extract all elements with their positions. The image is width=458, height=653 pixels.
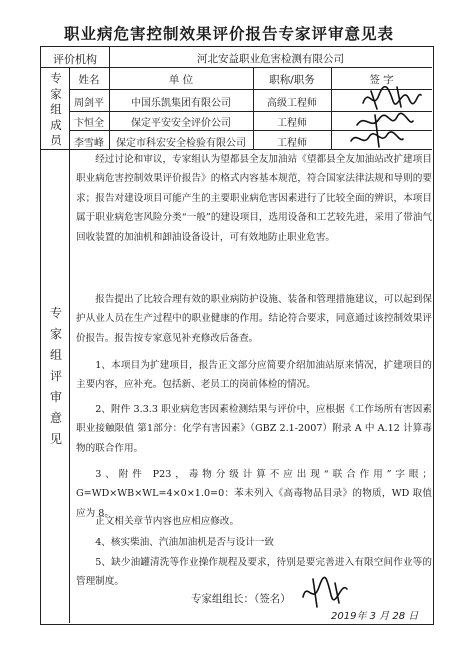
expert-name: 卞恒全 [74, 118, 104, 129]
leader-signature-date: 2019年 3 月 28 日 [331, 611, 419, 622]
opinion-paragraph: 5、缺少油罐清洗等作业操作规程及要求，待别是要完善进入有限空间作业等的管理制度。 [76, 557, 432, 588]
header-unit: 单 位 [168, 74, 194, 86]
review-form [40, 46, 434, 625]
expert-name: 李雪峰 [74, 138, 104, 149]
eval-org-value: 河北安益职业危害检测有限公司 [197, 53, 344, 65]
header-name: 姓名 [78, 74, 100, 86]
opinion-paragraph: 3、附件 P23，毒物分级计算不应出现“联合作用”字眼；G=WD×WB×WL=4×0×1.0=0：苯未列入《高毒物品目录》的物质，WD 取值应为 8。 [76, 469, 432, 519]
expert-title: 高级工程师 [267, 98, 317, 109]
expert-title: 工程师 [277, 138, 307, 149]
opinion-paragraph: 正文相关章节内容也应相应修改。 [95, 516, 240, 527]
expert-title: 工程师 [277, 118, 307, 129]
opinion-paragraph: 2、附件 3.3.3 职业病危害因素检测结果与评价中，应根据《工作场所有害因素职业接触限值 第1部分：化学有害因素》（GBZ 2.1-2007）附录 A 中 A.12 计算毒物的联合作用。 [76, 404, 432, 454]
opinion-side-label: 专家组评审意见 [49, 306, 62, 446]
expert-unit: 保定平安安全评价公司 [131, 118, 231, 129]
opinion-paragraph: 1、本项目为扩建项目，报告正文部分应简要介绍加油站原来情况，扩建项目的主要内容，应补充。包括新、老员工的岗前体检的情况。 [76, 360, 432, 391]
signature-image [359, 83, 425, 113]
expert-unit: 中国乐凯集团有限公司 [131, 98, 231, 109]
expert-unit: 保定市科宏安全检验有限公司 [116, 138, 246, 149]
opinion-paragraph: 报告提出了比较合理有效的职业病防护设施、装备和管理措施建议，可以起到保护从业人员在生产过程中的职业健康的作用。结论符合要求，同意通过该控制效果评价报告。报告按专家意见补充修改后备查。 [76, 294, 432, 344]
expert-members-side-label: 专家组成员 [50, 71, 62, 147]
leader-signature-image [299, 575, 351, 609]
opinion-paragraph: 4、核实柴油、汽油加油机是否与设计一致 [95, 537, 274, 548]
header-sign: 签 字 [369, 74, 394, 86]
page-title: 职业病危害控制效果评价报告专家评审意见表 [63, 24, 394, 43]
opinion-paragraph: 经过讨论和审议，专家组认为望都县全友加油站《望都县全友加油站改扩建项目职业病危害控制效果评价报告》的格式内容基本规范，符合国家法律法规和导则的要求；报告对建设项目可能产生的主要职业病危害因素进行了比较全面的辨识，本项目属于职业病危害风险分类“一般”的建设项目，选用设备和工艺较先进，采用了带油气回收装置的加油机和卸油设备设计，可有效地防止职业危害。 [76, 154, 432, 243]
expert-name: 周剑平 [74, 98, 104, 109]
leader-signature-label: 专家组组长：（签名） [191, 593, 291, 605]
signature-image [347, 129, 407, 149]
header-title: 职称/职务 [269, 74, 315, 86]
eval-org-label: 评价机构 [53, 53, 97, 66]
